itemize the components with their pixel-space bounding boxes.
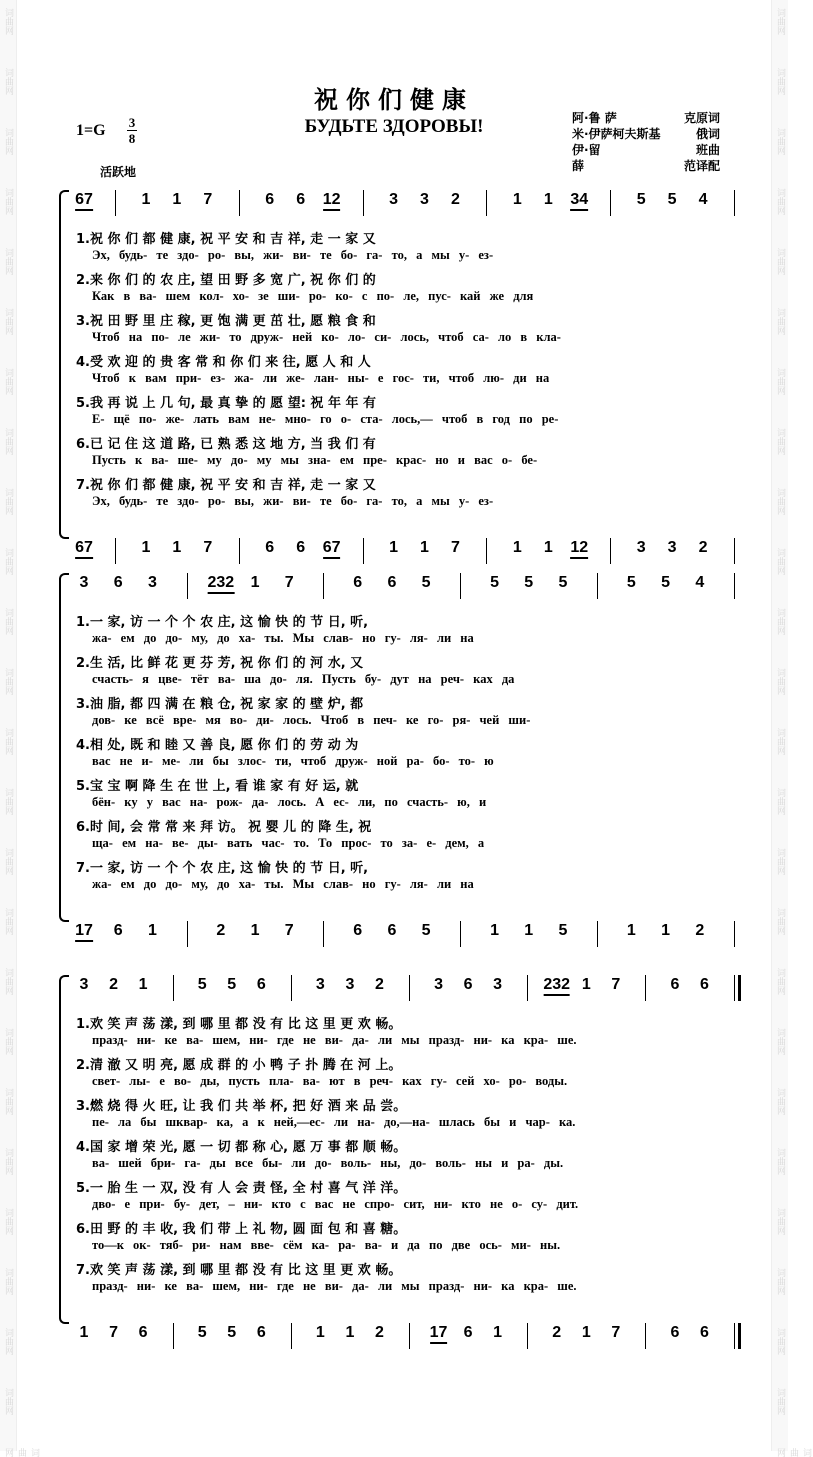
barline [363,190,364,216]
note: 3 [79,976,89,993]
lyric-chinese: 3.油 脂, 都 四 满 在 粮 仓, 祝 家 家 的 壁 炉, 都 [76,697,364,712]
credit-name: 米·伊萨柯夫斯基 [572,127,661,141]
tempo-marking: 活跃地 [100,165,137,179]
song-title-chinese: 祝你们健康 [314,85,474,114]
lyric-chinese: 2.清 澈 又 明 亮, 愿 成 群 的 小 鸭 子 扑 腾 在 河 上。 [76,1058,402,1073]
note: 6 [670,976,680,993]
note: 34 [570,191,588,211]
watermark-text: 词曲网 [3,1268,13,1295]
note: 2 [552,1324,562,1341]
note: 6 [463,976,473,993]
note: 7 [284,574,294,591]
note: 5 [197,1324,207,1341]
harmony-line [72,1323,732,1349]
watermark-text: 词曲网 [775,308,785,335]
song-title-russian: БУДЬТЕ ЗДОРОВЫ! [304,116,484,137]
note: 7 [203,191,213,208]
lyric-russian: свет- лы- е во- ды, пусть пла- ва- ют в реч- ках гу- сей хо- ро- воды. [92,1074,568,1088]
watermark-text: 词曲网 [775,1328,785,1355]
barline [239,538,240,564]
barline [597,921,598,947]
watermark-text: 词曲网 [775,1088,785,1115]
watermark-text: 词曲网 [775,1148,785,1175]
harmony-line [72,538,732,564]
note: 7 [109,1324,118,1341]
note: 5 [227,1324,237,1341]
note: 6 [265,539,275,556]
note: 6 [138,1324,148,1341]
note: 3 [434,976,443,993]
barline [734,190,735,216]
lyric-chinese: 3.燃 烧 得 火 旺, 让 我 们 共 举 杯, 把 好 酒 来 品 尝。 [76,1099,407,1114]
credit-name: 薛 [572,159,585,173]
watermark-text: 词曲网 [3,1028,13,1055]
lyric-russian: Е- щё по- же- лать вам не- мно- го о- ста- лось,— чтоб в год по ре- [92,412,559,426]
note: 1 [172,191,182,208]
barline [409,975,410,1001]
note: 2 [450,191,460,208]
barline [527,1323,528,1349]
note: 6 [353,574,363,591]
note: 3 [667,539,677,556]
note: 6 [296,191,306,208]
watermark-text: 词曲网 [3,848,13,875]
barline [645,975,646,1001]
note: 4 [698,191,708,208]
time-signature [127,116,137,145]
note: 3 [147,574,157,591]
barline [323,573,324,599]
watermark-text: 词曲网 [775,368,785,395]
barline [363,538,364,564]
lyric-russian: ща- ем на- ве- ды- вать час- то. То прос- то за- е- дем, а [92,836,485,850]
credit-row [572,126,720,142]
barline [486,538,487,564]
lyric-russian: Чтоб на по- ле жи- то друж- ней ко- ло- си- лось, чтоб са- ло в кла- [92,330,561,344]
system-brace [59,975,69,1324]
note: 7 [611,1324,621,1341]
watermark-strip-left [0,0,39,1457]
lyric-russian: жа- ем до до- му, до ха- ты. Мы слав- но гу- ля- ли на [92,877,474,891]
note: 1 [581,1324,591,1341]
note: 5 [558,922,568,939]
lyric-chinese: 5.宝 宝 啊 降 生 在 世 上, 看 谁 家 有 好 运, 就 [76,779,359,794]
lyric-chinese: 1.一 家, 访 一 个 个 农 庄, 这 愉 快 的 节 日, 听, [76,615,369,630]
note: 7 [284,922,294,939]
note: 6 [700,976,709,993]
watermark-text: 词曲网 [775,68,785,95]
lyric-russian: Эх, будь- те здо- ро- вы, жи- ви- те бо- га- то, а мы у- ез- [92,494,494,508]
lyric-chinese: 7.祝 你 们 都 健 康, 祝 平 安 和 吉 祥, 走 一 家 又 [76,478,376,493]
watermark-text: 词曲网 [3,1148,13,1175]
note: 1 [250,922,260,939]
final-barline [734,1323,741,1349]
watermark-text: 词曲网 [3,128,13,155]
lyric-russian: Как в ва- шем кол- хо- зе ши- ро- ко- с по- ле, пус- кай же для [92,289,534,303]
note: 12 [570,539,588,559]
note: 232 [207,574,234,594]
melody-line [72,975,732,1001]
lyric-chinese: 1.欢 笑 声 荡 漾, 到 哪 里 都 没 有 比 这 里 更 欢 畅。 [76,1017,402,1032]
watermark-text: 词曲网 [775,968,785,995]
watermark-text: 词曲网 [775,488,785,515]
key-signature: 1=G [76,122,106,139]
note: 17 [430,1324,448,1344]
watermark-text: 词曲网 [3,188,13,215]
lyric-chinese: 2.生 活, 比 鲜 花 更 芬 芳, 祝 你 们 的 河 水, 又 [76,656,364,671]
lyric-russian: то—к ок- тяб- ри- нам вве- сём ка- ра- ва- и да по две ось- ми- ны. [92,1238,561,1252]
watermark-text: 词曲网 [775,248,785,275]
credit-row [572,110,720,126]
barline [734,573,735,599]
note: 1 [389,539,398,556]
barline [409,1323,410,1349]
lyric-chinese: 6.已 记 住 这 道 路, 已 熟 悉 这 地 方, 当 我 们 有 [76,437,376,452]
credit-role: 俄词 [695,127,720,141]
note: 5 [558,574,568,591]
note: 1 [512,191,522,208]
melody-line [72,190,732,216]
note: 12 [323,191,341,211]
note: 5 [490,574,499,591]
lyric-russian: празд- ни- ке ва- шем, ни- где не ви- да- ли мы празд- ни- ка кра- ше. [92,1279,577,1293]
lyric-chinese: 4.相 处, 既 和 睦 又 善 良, 愿 你 们 的 劳 动 为 [76,738,359,753]
lyric-chinese: 7.欢 笑 声 荡 漾, 到 哪 里 都 没 有 比 这 里 更 欢 畅。 [76,1263,402,1278]
watermark-text: 词曲网 [775,8,785,35]
barline [460,573,461,599]
note: 5 [661,574,671,591]
harmony-line [72,921,732,947]
lyric-russian: счасть- я цве- тёт ва- ша до- ля. Пусть бу- дут на реч- ках да [92,672,515,686]
final-barline [734,975,741,1001]
note: 1 [420,539,429,556]
note: 3 [315,976,325,993]
note: 2 [698,539,708,556]
note: 1 [524,922,534,939]
lyric-russian: жа- ем до до- му, до ха- ты. Мы слав- но гу- ля- ли на [92,631,474,645]
barline [460,921,461,947]
note: 5 [667,191,677,208]
watermark-text: 词曲网 [3,488,13,515]
system-brace [59,573,69,922]
lyric-chinese: 4.受 欢 迎 的 贵 客 常 和 你 们 来 往, 愿 人 和 人 [76,355,371,370]
credit-name: 阿·鲁 萨 [572,111,617,125]
credit-role: 范译配 [683,159,720,173]
credit-row [572,158,720,174]
watermark-strip-right [771,0,811,1457]
note: 6 [296,539,306,556]
note: 1 [512,539,522,556]
note: 1 [250,574,260,591]
note: 6 [353,922,363,939]
lyric-russian: дов- ке всё вре- мя во- ди- лось. Чтоб в печ- ке го- ря- чей ши- [92,713,531,727]
watermark-text: 词曲网 [775,788,785,815]
watermark-text: 词曲网 [3,728,13,755]
barline [734,538,735,564]
barline [239,190,240,216]
lyric-chinese: 5.我 再 说 上 几 句, 最 真 挚 的 愿 望: 祝 年 年 有 [76,396,377,411]
lyric-russian: бён- ку у вас на- рож- да- лось. А ес- ли, по счасть- ю, и [92,795,487,809]
meter-top: 3 [128,115,136,130]
watermark-text: 词曲网 [775,908,785,935]
barline [115,190,116,216]
lyric-chinese: 2.来 你 们 的 农 庄, 望 田 野 多 宽 广, 祝 你 们 的 [76,273,376,288]
watermark-text: 词曲网 [3,1448,39,1457]
barline [115,538,116,564]
lyric-chinese: 3.祝 田 野 里 庄 稼, 更 饱 满 更 茁 壮, 愿 粮 食 和 [76,314,376,329]
note: 6 [113,922,123,939]
watermark-text: 词曲网 [775,128,785,155]
lyric-chinese: 6.田 野 的 丰 收, 我 们 带 上 礼 物, 圆 面 包 和 喜 糖。 [76,1222,407,1237]
note: 1 [141,539,151,556]
note: 5 [524,574,534,591]
note: 232 [543,976,570,996]
lyric-russian: празд- ни- ке ва- шем, ни- где не ви- да- ли мы празд- ни- ка кра- ше. [92,1033,577,1047]
note: 1 [626,922,636,939]
watermark-text: 词曲网 [775,428,785,455]
watermark-text: 词曲网 [775,188,785,215]
watermark-text: 词曲网 [3,608,13,635]
barline [187,921,188,947]
note: 4 [695,574,705,591]
credits-block [572,110,720,174]
watermark-text: 词曲网 [3,1328,13,1355]
barline [610,190,611,216]
note: 3 [389,191,398,208]
note: 5 [421,922,431,939]
note: 5 [636,191,646,208]
watermark-text: 词曲网 [3,428,13,455]
barline [597,573,598,599]
note: 5 [421,574,431,591]
note: 6 [265,191,275,208]
barline [645,1323,646,1349]
note: 1 [79,1324,89,1341]
barline [734,921,735,947]
watermark-text: 词曲网 [775,1448,811,1457]
barline [486,190,487,216]
note: 17 [75,922,93,942]
note: 3 [493,976,503,993]
watermark-text: 词曲网 [3,548,13,575]
note: 6 [113,574,123,591]
note: 7 [203,539,213,556]
watermark-text: 词曲网 [3,1088,13,1115]
note: 6 [700,1324,709,1341]
note: 1 [172,539,182,556]
barline [173,975,174,1001]
note: 7 [611,976,621,993]
lyric-chinese: 4.国 家 增 荣 光, 愿 一 切 都 称 心, 愿 万 事 都 顺 畅。 [76,1140,407,1155]
watermark-text: 词曲网 [3,1388,13,1415]
note: 1 [315,1324,325,1341]
watermark-text: 词曲网 [3,308,13,335]
note: 1 [141,191,151,208]
note: 2 [216,922,226,939]
barline [173,1323,174,1349]
watermark-text: 词曲网 [3,968,13,995]
lyric-chinese: 6.时 间, 会 常 常 来 拜 访。 祝 婴 儿 的 降 生, 祝 [76,820,372,835]
note: 1 [493,1324,503,1341]
credit-row [572,142,720,158]
melody-line [72,573,732,599]
barline [291,1323,292,1349]
note: 6 [387,922,397,939]
lyric-russian: вас не и- ме- ли бы злос- ти, чтоб друж- ной ра- бо- то- ю [92,754,494,768]
note: 1 [543,539,553,556]
note: 1 [543,191,553,208]
credit-role: 班曲 [695,143,720,157]
note: 2 [375,976,384,993]
barline [187,573,188,599]
system-brace [59,190,69,539]
watermark-text: 词曲网 [775,608,785,635]
note: 3 [79,574,89,591]
note: 67 [75,191,93,211]
watermark-text: 词曲网 [3,8,13,35]
note: 1 [661,922,671,939]
watermark-text: 词曲网 [3,788,13,815]
credit-role: 克原词 [683,111,720,125]
lyric-russian: Пусть к ва- ше- му до- му мы зна- ем пре- крас- но и вас о- бе- [92,453,538,467]
lyric-russian: дво- е при- бу- дет, – ни- кто с вас не спро- сит, ни- кто не о- су- дит. [92,1197,579,1211]
watermark-text: 词曲网 [775,848,785,875]
barline [323,921,324,947]
note: 5 [197,976,207,993]
watermark-text: 词曲网 [775,548,785,575]
note: 1 [490,922,499,939]
note: 6 [256,1324,266,1341]
watermark-text: 词曲网 [3,908,13,935]
lyric-russian: пе- ла бы шквар- ка, а к ней,—ес- ли на- до,—на- шлась бы и чар- ка. [92,1115,576,1129]
credit-name: 伊·留 [572,143,601,157]
watermark-text: 词曲网 [3,668,13,695]
watermark-text: 词曲网 [3,68,13,95]
note: 2 [109,976,118,993]
watermark-text: 词曲网 [3,1208,13,1235]
note: 2 [695,922,705,939]
watermark-text: 词曲网 [775,668,785,695]
note: 6 [256,976,266,993]
meter-bottom: 8 [128,131,136,146]
lyric-russian: ва- шей бри- га- ды все бы- ли до- воль- ны, до- воль- ны и ра- ды. [92,1156,564,1170]
watermark-text: 词曲网 [775,1388,785,1415]
note: 1 [581,976,591,993]
barline [291,975,292,1001]
watermark-text: 词曲网 [775,1028,785,1055]
lyric-chinese: 7.一 家, 访 一 个 个 农 庄, 这 愉 快 的 节 日, 听, [76,861,369,876]
note: 3 [636,539,646,556]
watermark-text: 词曲网 [775,1208,785,1235]
watermark-text: 词曲网 [775,1268,785,1295]
watermark-text: 词曲网 [3,368,13,395]
watermark-text: 词曲网 [775,728,785,755]
note: 3 [345,976,355,993]
note: 67 [323,539,341,559]
barline [527,975,528,1001]
note: 1 [138,976,148,993]
note: 6 [387,574,397,591]
note: 5 [626,574,636,591]
lyric-russian: Эх, будь- те здо- ро- вы, жи- ви- те бо- га- то, а мы у- ез- [92,248,494,262]
note: 2 [375,1324,384,1341]
lyric-chinese: 1.祝 你 们 都 健 康, 祝 平 安 和 吉 祥, 走 一 家 又 [76,232,376,247]
note: 5 [227,976,237,993]
note: 7 [450,539,460,556]
note: 6 [463,1324,473,1341]
lyric-russian: Чтоб к вам при- ез- жа- ли же- лан- ны- е гос- ти, чтоб лю- ди на [92,371,550,385]
watermark-text: 词曲网 [3,248,13,275]
note: 6 [670,1324,680,1341]
barline [610,538,611,564]
lyric-chinese: 5.一 胎 生 一 双, 没 有 人 会 责 怪, 全 村 喜 气 洋 洋。 [76,1181,407,1196]
note: 67 [75,539,93,559]
note: 1 [345,1324,355,1341]
note: 3 [420,191,429,208]
note: 1 [147,922,157,939]
